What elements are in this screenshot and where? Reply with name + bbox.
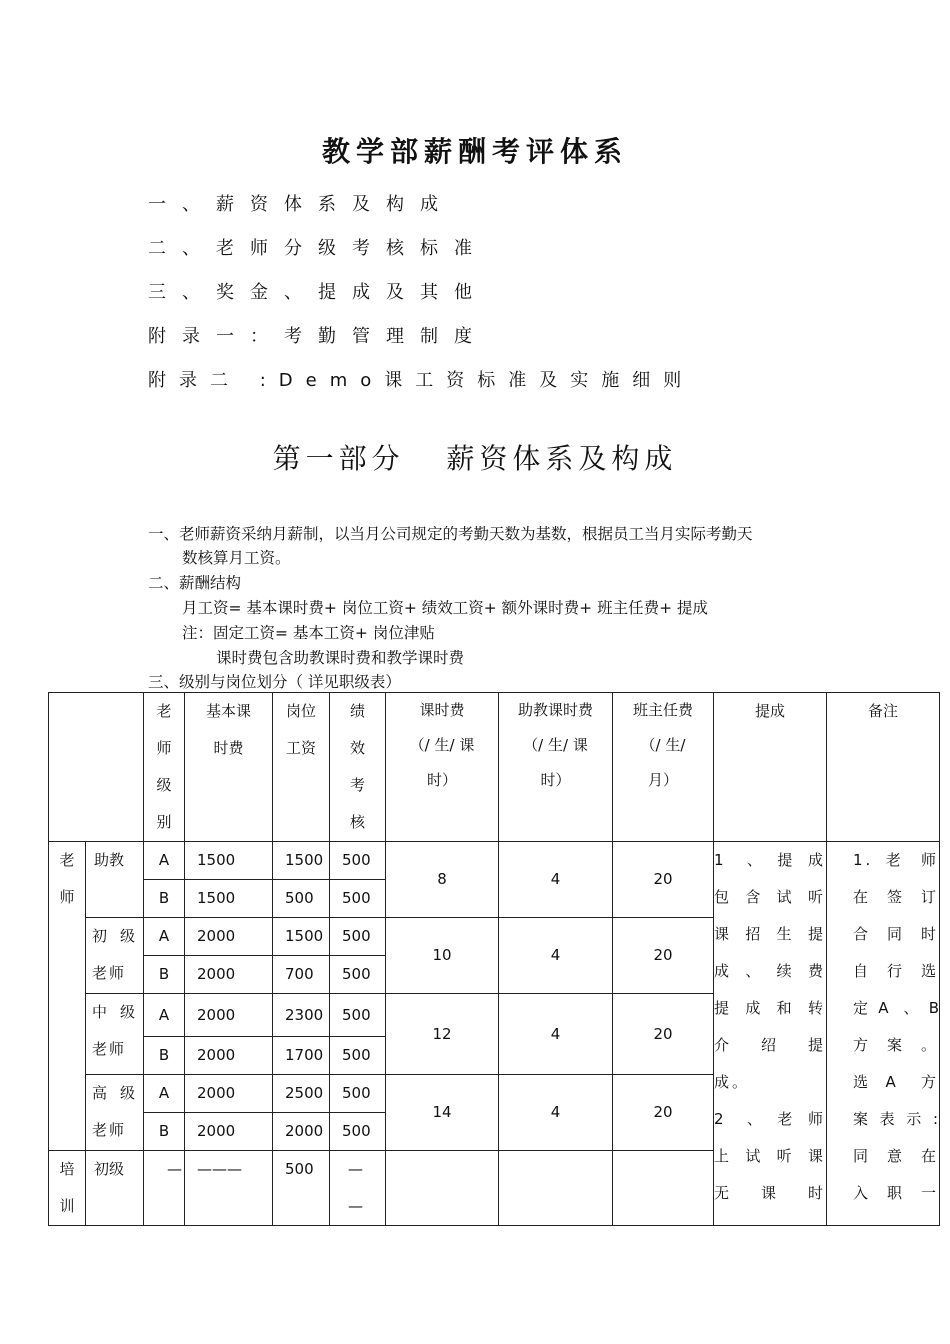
assist-fee-cell: 4	[499, 994, 613, 1075]
note-fixed-salary: 注：固定工资= 基本工资+ 岗位津贴	[182, 624, 435, 642]
perf-cell: 500	[330, 880, 386, 918]
homeroom-fee-cell: 20	[613, 994, 714, 1075]
lesson-fee-cell: 14	[386, 1075, 499, 1151]
homeroom-fee-cell: 20	[613, 918, 714, 994]
base-cell: ———	[185, 1151, 273, 1226]
perf-cell: 500	[330, 842, 386, 880]
level-cell: B	[144, 956, 185, 994]
header-lesson-fee: 课时费 （/ 生/ 课 时）	[386, 693, 499, 842]
perf-cell: — —	[330, 1151, 386, 1226]
section-title: 第一部分 薪资体系及构成	[272, 442, 678, 475]
homeroom-fee-cell: 20	[613, 842, 714, 918]
base-cell: 2000	[185, 1113, 273, 1151]
level-cell: B	[144, 880, 185, 918]
toc-item-1: 一、薪资体系及构成	[148, 194, 454, 215]
header-remark: 备注	[827, 693, 940, 842]
group-teacher: 老 师	[49, 842, 86, 1151]
table-row	[49, 842, 940, 880]
level-cell: A	[144, 1075, 185, 1113]
salary-grade-table	[48, 692, 940, 1226]
base-cell: 2000	[185, 994, 273, 1037]
toc-item-2: 二、老师分级考核标准	[148, 238, 488, 259]
assist-fee-cell: 4	[499, 842, 613, 918]
group-training: 培 训	[49, 1151, 86, 1226]
role-senior-teacher: 高 级 老师	[86, 1075, 144, 1151]
level-cell: B	[144, 1113, 185, 1151]
base-cell: 1500	[185, 880, 273, 918]
lesson-fee-cell	[386, 1151, 499, 1226]
base-cell: 2000	[185, 1075, 273, 1113]
perf-cell: 500	[330, 994, 386, 1037]
level-cell: A	[144, 994, 185, 1037]
homeroom-fee-cell: 20	[613, 1075, 714, 1151]
header-post-salary: 岗位 工资	[273, 693, 330, 842]
note-lesson-fee: 课时费包含助教课时费和教学课时费	[216, 649, 465, 667]
commission-cell: 1 、提成 包含试听 课招生提 成、续费 提成和转 介 绍 提 成。 2 、老师 上试听课 无 课 时	[714, 842, 827, 1226]
toc-item-3: 三、奖金、提成及其他	[148, 282, 488, 303]
para-2-heading: 二、薪酬结构	[148, 574, 242, 592]
base-cell: 2000	[185, 1037, 273, 1075]
para-1-line-2: 数核算月工资。	[182, 549, 291, 567]
perf-cell: 500	[330, 1075, 386, 1113]
lesson-fee-cell: 8	[386, 842, 499, 918]
toc-item-4: 附录一：考勤管理制度	[148, 326, 488, 347]
post-cell: 1500	[273, 918, 330, 956]
assist-fee-cell	[499, 1151, 613, 1226]
salary-formula: 月工资= 基本课时费+ 岗位工资+ 绩效工资+ 额外课时费+ 班主任费+ 提成	[182, 599, 708, 617]
post-cell: 700	[273, 956, 330, 994]
header-commission: 提成	[714, 693, 827, 842]
homeroom-fee-cell	[613, 1151, 714, 1226]
page-title: 教学部薪酬考评体系	[321, 135, 628, 168]
header-homeroom-fee: 班主任费 （/ 生/ 月）	[613, 693, 714, 842]
level-cell: —	[144, 1151, 185, 1226]
role-training-junior: 初级	[86, 1151, 144, 1226]
para-1-line-1: 一、老师薪资采纳月薪制，以当月公司规定的考勤天数为基数，根据员工当月实际考勤天	[148, 525, 753, 543]
post-cell: 500	[273, 1151, 330, 1226]
header-assistant-fee: 助教课时费 （/ 生/ 课 时）	[499, 693, 613, 842]
para-3-heading: 三、级别与岗位划分（ 详见职级表）	[148, 673, 401, 691]
perf-cell: 500	[330, 956, 386, 994]
role-intermediate-teacher: 中 级 老师	[86, 994, 144, 1075]
role-junior-teacher: 初 级 老师	[86, 918, 144, 994]
header-level: 老 师 级 别	[144, 693, 185, 842]
base-cell: 1500	[185, 842, 273, 880]
base-cell: 2000	[185, 956, 273, 994]
level-cell: B	[144, 1037, 185, 1075]
header-base-fee: 基本课 时费	[185, 693, 273, 842]
level-cell: A	[144, 842, 185, 880]
header-performance: 绩 效 考 核	[330, 693, 386, 842]
post-cell: 2000	[273, 1113, 330, 1151]
lesson-fee-cell: 10	[386, 918, 499, 994]
remark-cell: 1. 老 师 在签订 合同时 自行选 定A 、B 方案。 选A 方 案表示: 同意在 入职一	[827, 842, 940, 1226]
lesson-fee-cell: 12	[386, 994, 499, 1075]
post-cell: 1700	[273, 1037, 330, 1075]
assist-fee-cell: 4	[499, 1075, 613, 1151]
perf-cell: 500	[330, 918, 386, 956]
toc-item-5: 附录二 :Demo课工资标准及实施细则	[148, 370, 695, 391]
post-cell: 1500	[273, 842, 330, 880]
level-cell: A	[144, 918, 185, 956]
table-header-row	[49, 693, 940, 842]
base-cell: 2000	[185, 918, 273, 956]
assist-fee-cell: 4	[499, 918, 613, 994]
post-cell: 500	[273, 880, 330, 918]
post-cell: 2300	[273, 994, 330, 1037]
post-cell: 2500	[273, 1075, 330, 1113]
role-assistant: 助教	[86, 842, 144, 918]
perf-cell: 500	[330, 1037, 386, 1075]
perf-cell: 500	[330, 1113, 386, 1151]
